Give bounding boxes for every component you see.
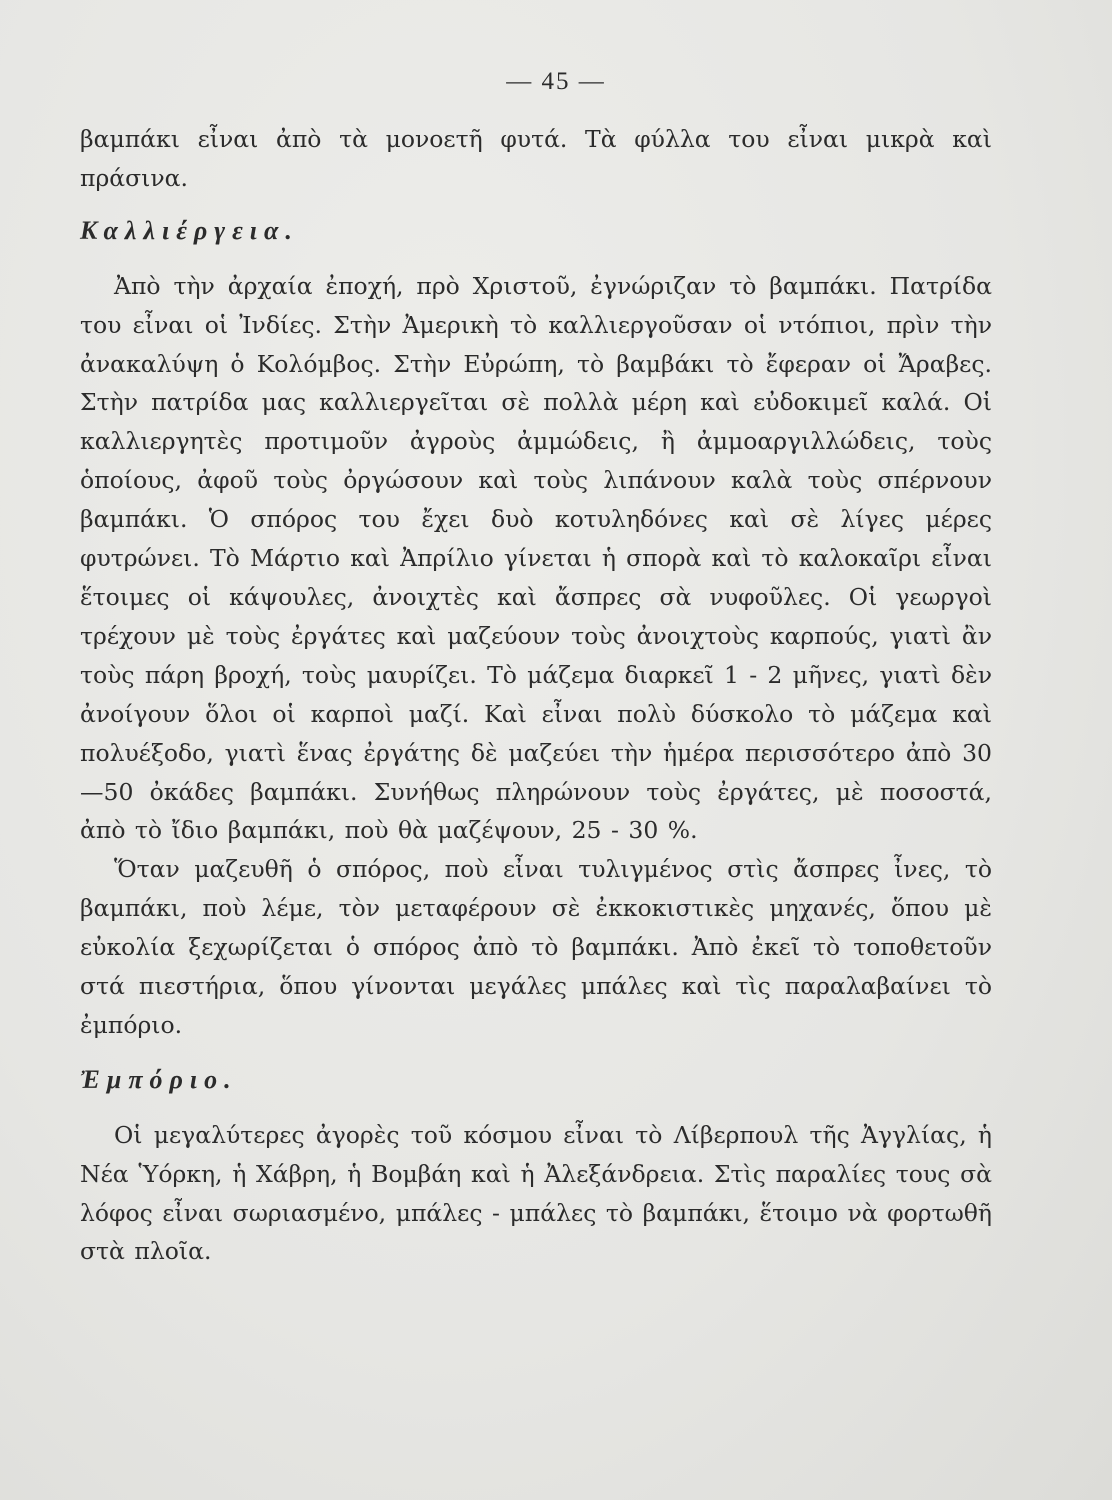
page-number: — 45 — bbox=[506, 68, 606, 95]
section-heading-cultivation: Καλλιέργεια. bbox=[80, 215, 299, 245]
trade-paragraph-1: Οἱ μεγαλύτερες ἀγορὲς τοῦ κόσμου εἶναι τὸ Λίβερπουλ τῆς Ἀγγλίας, ἡ Νέα Ὑόρκη, ἡ Χάβρη, ἡ Βομβάη καὶ ἡ Ἀλεξάνδρεια. Στὶς παραλίες τους σὰ λόφος εἶναι σωριασμένο, μπάλες - μπάλες τὸ βαμπάκι, ἕτοιμο νὰ φορτωθῆ στὰ πλοῖα. bbox=[80, 1120, 992, 1266]
cultivation-paragraph-2: Ὅταν μαζευθῆ ὁ σπόρος, ποὺ εἶναι τυλιγμένος στὶς ἄσπρες ἶνες, τὸ βαμπάκι, ποὺ λέμε, τὸν μεταφέρουν σὲ ἐκκοκιστικὲς μηχανές, ὅπου μὲ εὐκολία ξεχωρίζεται ὁ σπόρος ἀπὸ τὸ βαμπάκι. Ἀπὸ ἐκεῖ τὸ τοποθετοῦν στά πιεστήρια, ὅπου γίνονται μεγάλες μπάλες καὶ τὶς παραλαβαίνει τὸ ἐμπόριο. bbox=[80, 855, 992, 1039]
intro-paragraph: βαμπάκι εἶναι ἀπὸ τὰ μονοετῆ φυτά. Τὰ φύλλα του εἶναι μικρὰ καὶ πράσινα. bbox=[80, 125, 992, 192]
page-body bbox=[80, 120, 992, 1271]
cultivation-paragraph-1: Ἀπὸ τὴν ἀρχαία ἐποχή, πρὸ Χριστοῦ, ἐγνώριζαν τὸ βαμπάκι. Πατρίδα του εἶναι οἱ Ἰνδίες. Στὴν Ἀμερικὴ τὸ καλλιεργοῦσαν οἱ ντόπιοι, πρὶν τὴν ἀνακαλύψη ὁ Κολόμβος. Στὴν Εὐρώπη, τὸ βαμβάκι τὸ ἔφεραν οἱ Ἄραβες. Στὴν πατρίδα μας καλλιεργεῖται σὲ πολλὰ μέρη καὶ εὐδοκιμεῖ καλά. Οἱ καλλιεργητὲς προτιμοῦν ἀγροὺς ἀμμώδεις, ἢ ἀμμοαργιλλώδεις, τοὺς ὁποίους, ἀφοῦ τοὺς ὀργώσουν καὶ τοὺς λιπάνουν καλὰ τοὺς σπέρνουν βαμπάκι. Ὁ σπόρος του ἔχει δυὸ κοτυληδόνες καὶ σὲ λίγες μέρες φυτρώνει. Τὸ Μάρτιο καὶ Ἀπρίλιο γίνεται ἡ σπορὰ καὶ τὸ καλοκαῖρι εἶναι ἕτοιμες οἱ κάψουλες, ἀνοιχτὲς καὶ ἄσπρες σὰ νυφοῦλες. Οἱ γεωργοὶ τρέχουν μὲ τοὺς ἐργάτες καὶ μαζεύουν τοὺς ἀνοιχτοὺς καρπούς, γιατὶ ἂν τοὺς πάρη βροχή, τοὺς μαυρίζει. Τὸ μάζεμα διαρκεῖ 1 - 2 μῆνες, γιατὶ δὲν ἀνοίγουν ὅλοι οἱ καρποὶ μαζί. Καὶ εἶναι πολὺ δύσκολο τὸ μάζεμα καὶ πολυέξοδο, γιατὶ ἕνας ἐργάτης δὲ μαζεύει τὴν ἡμέρα περισσότερο ἀπὸ 30—50 ὀκάδες βαμπάκι. Συνήθως πληρώνουν τοὺς ἐργάτες, μὲ ποσοστά, ἀπὸ τὸ ἴδιο βαμπάκι, ποὺ θὰ μαζέψουν, 25 - 30 %. bbox=[80, 271, 992, 845]
section-heading-trade: Ἐμπόριο. bbox=[80, 1064, 238, 1094]
